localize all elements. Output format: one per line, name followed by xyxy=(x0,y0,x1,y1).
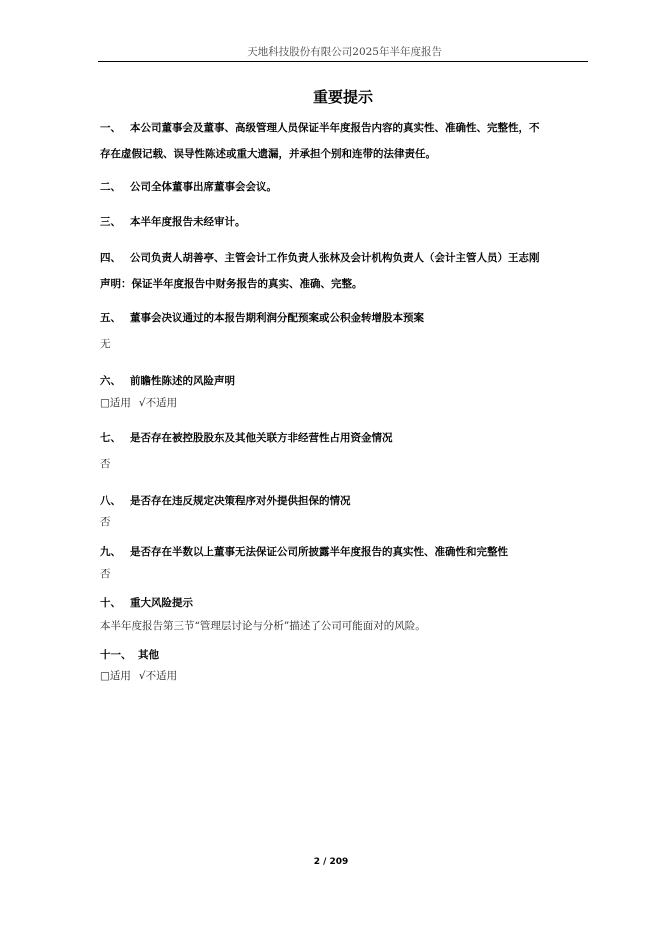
notice-item-6 xyxy=(100,368,590,394)
item-5-answer: 无 xyxy=(100,338,111,350)
item-9-answer: 否 xyxy=(100,568,111,580)
item-text: 公司全体董事出席董事会会议。 xyxy=(130,181,277,193)
notice-item-5 xyxy=(100,305,590,331)
item-text: 是否存在违反规定决策程序对外提供担保的情况 xyxy=(130,495,351,507)
item-10-answer: 本半年度报告第三节“管理层讨论与分析”描述了公司可能面对的风险。 xyxy=(100,620,426,632)
notice-item-10 xyxy=(100,590,590,616)
item-text: 是否存在被控股股东及其他关联方非经营性占用资金情况 xyxy=(130,432,393,444)
page-title: 重要提示 xyxy=(312,88,373,106)
item-text: 前瞻性陈述的风险声明 xyxy=(130,375,235,387)
item-7-answer: 否 xyxy=(100,458,111,470)
header-divider xyxy=(98,61,588,62)
page-header: 天地科技股份有限公司2025年半年度报告 xyxy=(247,46,442,58)
page-number: 2 / 209 xyxy=(313,857,349,867)
item-number: 六、 xyxy=(100,375,121,387)
item-text-continued: 存在虚假记载、误导性陈述或重大遗漏，并承担个别和连带的法律责任。 xyxy=(100,148,436,160)
item-text: 公司负责人胡善亭、主管会计工作负责人张林及会计机构负责人（会计主管人员）王志刚 xyxy=(130,252,540,264)
applicable-option: □适用 xyxy=(100,670,131,682)
item-number: 三、 xyxy=(100,216,121,228)
item-number: 十、 xyxy=(100,597,121,609)
item-number: 五、 xyxy=(100,312,121,324)
item-text-continued: 声明：保证半年度报告中财务报告的真实、准确、完整。 xyxy=(100,278,363,290)
notice-item-3 xyxy=(100,209,590,235)
item-text: 其他 xyxy=(138,649,159,661)
item-number: 七、 xyxy=(100,432,121,444)
item-number: 十一、 xyxy=(100,649,132,661)
item-text: 本公司董事会及董事、高级管理人员保证半年度报告内容的真实性、准确性、完整性，不 xyxy=(130,122,540,134)
not-applicable-option: √不适用 xyxy=(138,670,178,682)
item-text: 是否存在半数以上董事无法保证公司所披露半年度报告的真实性、准确性和完整性 xyxy=(130,546,508,558)
item-8-answer: 否 xyxy=(100,516,111,528)
item-text: 重大风险提示 xyxy=(130,597,193,609)
item-6-options xyxy=(100,395,590,411)
item-11-options xyxy=(100,668,590,684)
applicable-option: □适用 xyxy=(100,397,131,409)
not-applicable-option: √不适用 xyxy=(138,397,178,409)
notice-item-2 xyxy=(100,174,590,200)
item-text: 本半年度报告未经审计。 xyxy=(130,216,246,228)
notice-item-8 xyxy=(100,488,590,514)
item-number: 四、 xyxy=(100,252,121,264)
item-number: 二、 xyxy=(100,181,121,193)
item-number: 九、 xyxy=(100,546,121,558)
notice-item-1 xyxy=(100,115,590,167)
notice-item-9 xyxy=(100,539,590,565)
notice-item-4 xyxy=(100,245,590,297)
item-text: 董事会决议通过的本报告期利润分配预案或公积金转增股本预案 xyxy=(130,312,424,324)
item-number: 一、 xyxy=(100,122,121,134)
notice-item-7 xyxy=(100,425,590,451)
item-number: 八、 xyxy=(100,495,121,507)
notice-item-11 xyxy=(100,642,590,668)
